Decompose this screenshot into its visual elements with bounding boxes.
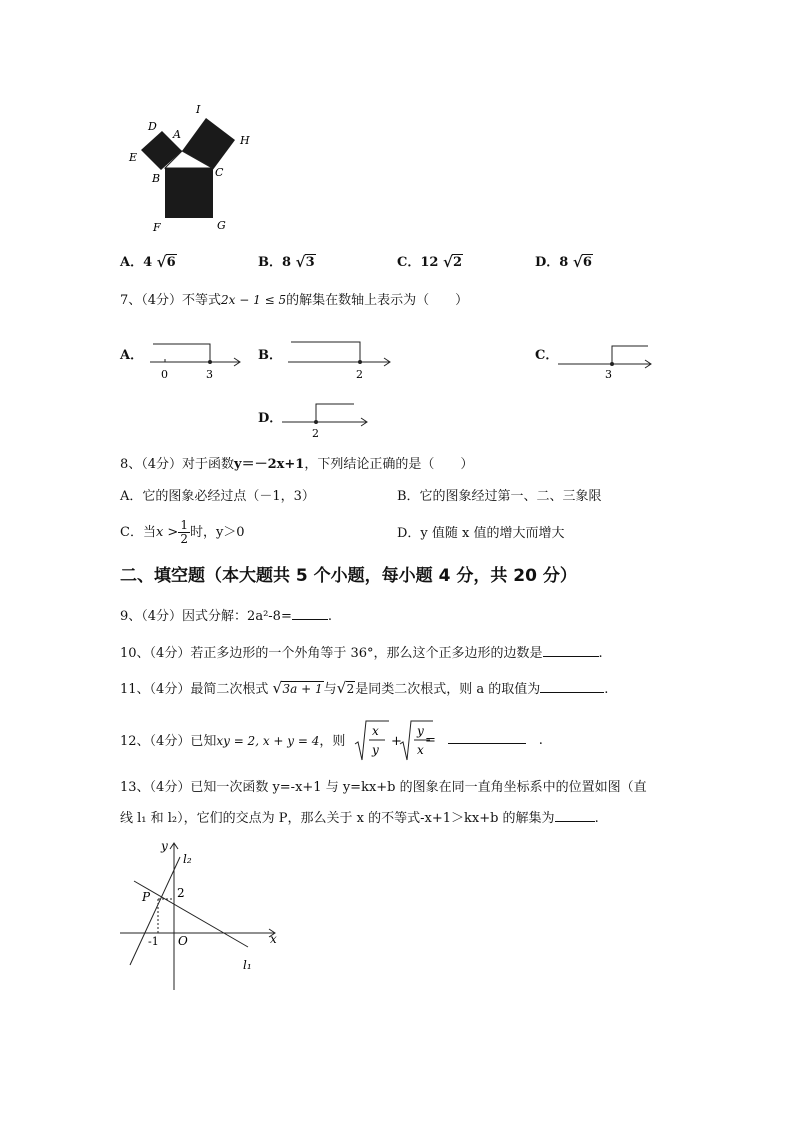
q6-option-a[interactable]: A．4 √ 6 [120, 253, 176, 271]
q8-stem: 8、（4分）对于函数y＝－2x+1，下列结论正确的是（ ） [120, 457, 474, 472]
tick-neg1: -1 [148, 935, 159, 948]
sqrt: √ 6 [156, 253, 176, 271]
q7-expr: 2x − 1 ≤ 5 [221, 293, 287, 307]
q8-option-d[interactable]: D．y 值随 x 值的增大而增大 [397, 526, 565, 541]
sqrt: √ 3a + 1 [272, 679, 323, 697]
origin-label: O [178, 934, 188, 948]
q7-option-b-numberline [288, 336, 396, 384]
q12: 12、（4分）已知xy = 2, x + y = 4，则 [120, 734, 346, 749]
sqrt: √ 2 [442, 253, 463, 271]
q8-option-b[interactable]: B．它的图象经过第一、二、三象限 [397, 489, 602, 504]
q13-graph [112, 835, 287, 995]
q8-option-a[interactable]: A．它的图象必经过点（－1，3） [120, 489, 315, 504]
label-d: D [148, 120, 157, 133]
tick-2: 2 [356, 368, 363, 381]
label-c: C [215, 166, 224, 179]
label-f: F [153, 221, 161, 234]
q6-option-c[interactable]: C．12 √ 2 [397, 253, 463, 271]
x-axis-label: x [270, 932, 277, 946]
q7-option-c-label[interactable]: C． [535, 348, 559, 363]
square-bcgf [165, 168, 213, 218]
q7-stem: 7、（4分）不等式2x − 1 ≤ 5的解集在数轴上表示为（ ） [120, 293, 469, 308]
label-b: B [152, 172, 161, 185]
q10: 10、（4分）若正多边形的一个外角等于 36°，那么这个正多边形的边数是 . [120, 646, 603, 661]
sqrt: √ 3 [295, 253, 315, 271]
section-title: 二、填空题（本大题共 5 个小题，每小题 4 分，共 20 分） [120, 566, 577, 586]
q7-option-c-numberline [558, 336, 656, 384]
sqrt: √ 2 [336, 679, 355, 697]
tick-0: 0 [161, 368, 168, 381]
q7-option-a-numberline [150, 336, 245, 384]
tick-3: 3 [206, 368, 213, 381]
svg-text:x: x [417, 743, 424, 757]
label-i: I [196, 103, 201, 116]
label-e: E [129, 151, 138, 164]
sqrt: √ 6 [572, 253, 592, 271]
q8-option-c[interactable]: C．当x > $\frac{1}{2}$ 时，y＞0 [120, 518, 245, 546]
svg-text:y: y [372, 743, 379, 757]
q11: 11、（4分）最简二次根式 √ 3a + 1与 √ 2是同类二次根式，则 a 的取值为 . [120, 679, 609, 697]
pythagoras-figure [125, 100, 265, 235]
tick-2: 2 [177, 886, 185, 900]
svg-text:x: x [372, 724, 379, 738]
tick-3: 3 [605, 368, 612, 381]
svg-text:y: y [417, 724, 424, 738]
q9: 9、（4分）因式分解：2a²-8= . [120, 609, 332, 624]
q7-option-d-numberline [282, 398, 372, 444]
q7-option-a-label[interactable]: A． [120, 348, 144, 363]
y-axis-label: y [161, 839, 168, 853]
answer-blank[interactable] [448, 743, 526, 744]
l1-label: l₁ [243, 958, 252, 972]
q6-option-d[interactable]: D．8 √ 6 [535, 253, 592, 271]
q12-tail: = . [425, 733, 543, 748]
label-h: H [240, 134, 250, 147]
line-l2 [130, 857, 180, 965]
answer-blank[interactable] [555, 821, 595, 822]
q7-option-d-label[interactable]: D． [258, 411, 283, 426]
answer-blank[interactable] [292, 619, 328, 620]
q7-option-b-label[interactable]: B． [258, 348, 282, 363]
label-g: G [217, 219, 226, 232]
answer-blank[interactable] [540, 692, 604, 693]
fraction: $\frac{1}{2}$ [180, 518, 188, 546]
svg-text:+: + [391, 734, 402, 749]
q13-line2: 线 l₁ 和 l₂），它们的交点为 P，那么关于 x 的不等式-x+1＞kx+b 的解集为 . [120, 811, 599, 826]
p-label: P [142, 890, 151, 904]
label-a: A [173, 128, 181, 141]
q6-option-b[interactable]: B．8 √ 3 [258, 253, 315, 271]
q13-line1: 13、（4分）已知一次函数 y=-x+1 与 y=kx+b 的图象在同一直角坐标系中的位置如图（直 [120, 780, 647, 795]
tick-2: 2 [312, 427, 319, 440]
answer-blank[interactable] [543, 656, 599, 657]
l2-label: l₂ [183, 852, 192, 866]
